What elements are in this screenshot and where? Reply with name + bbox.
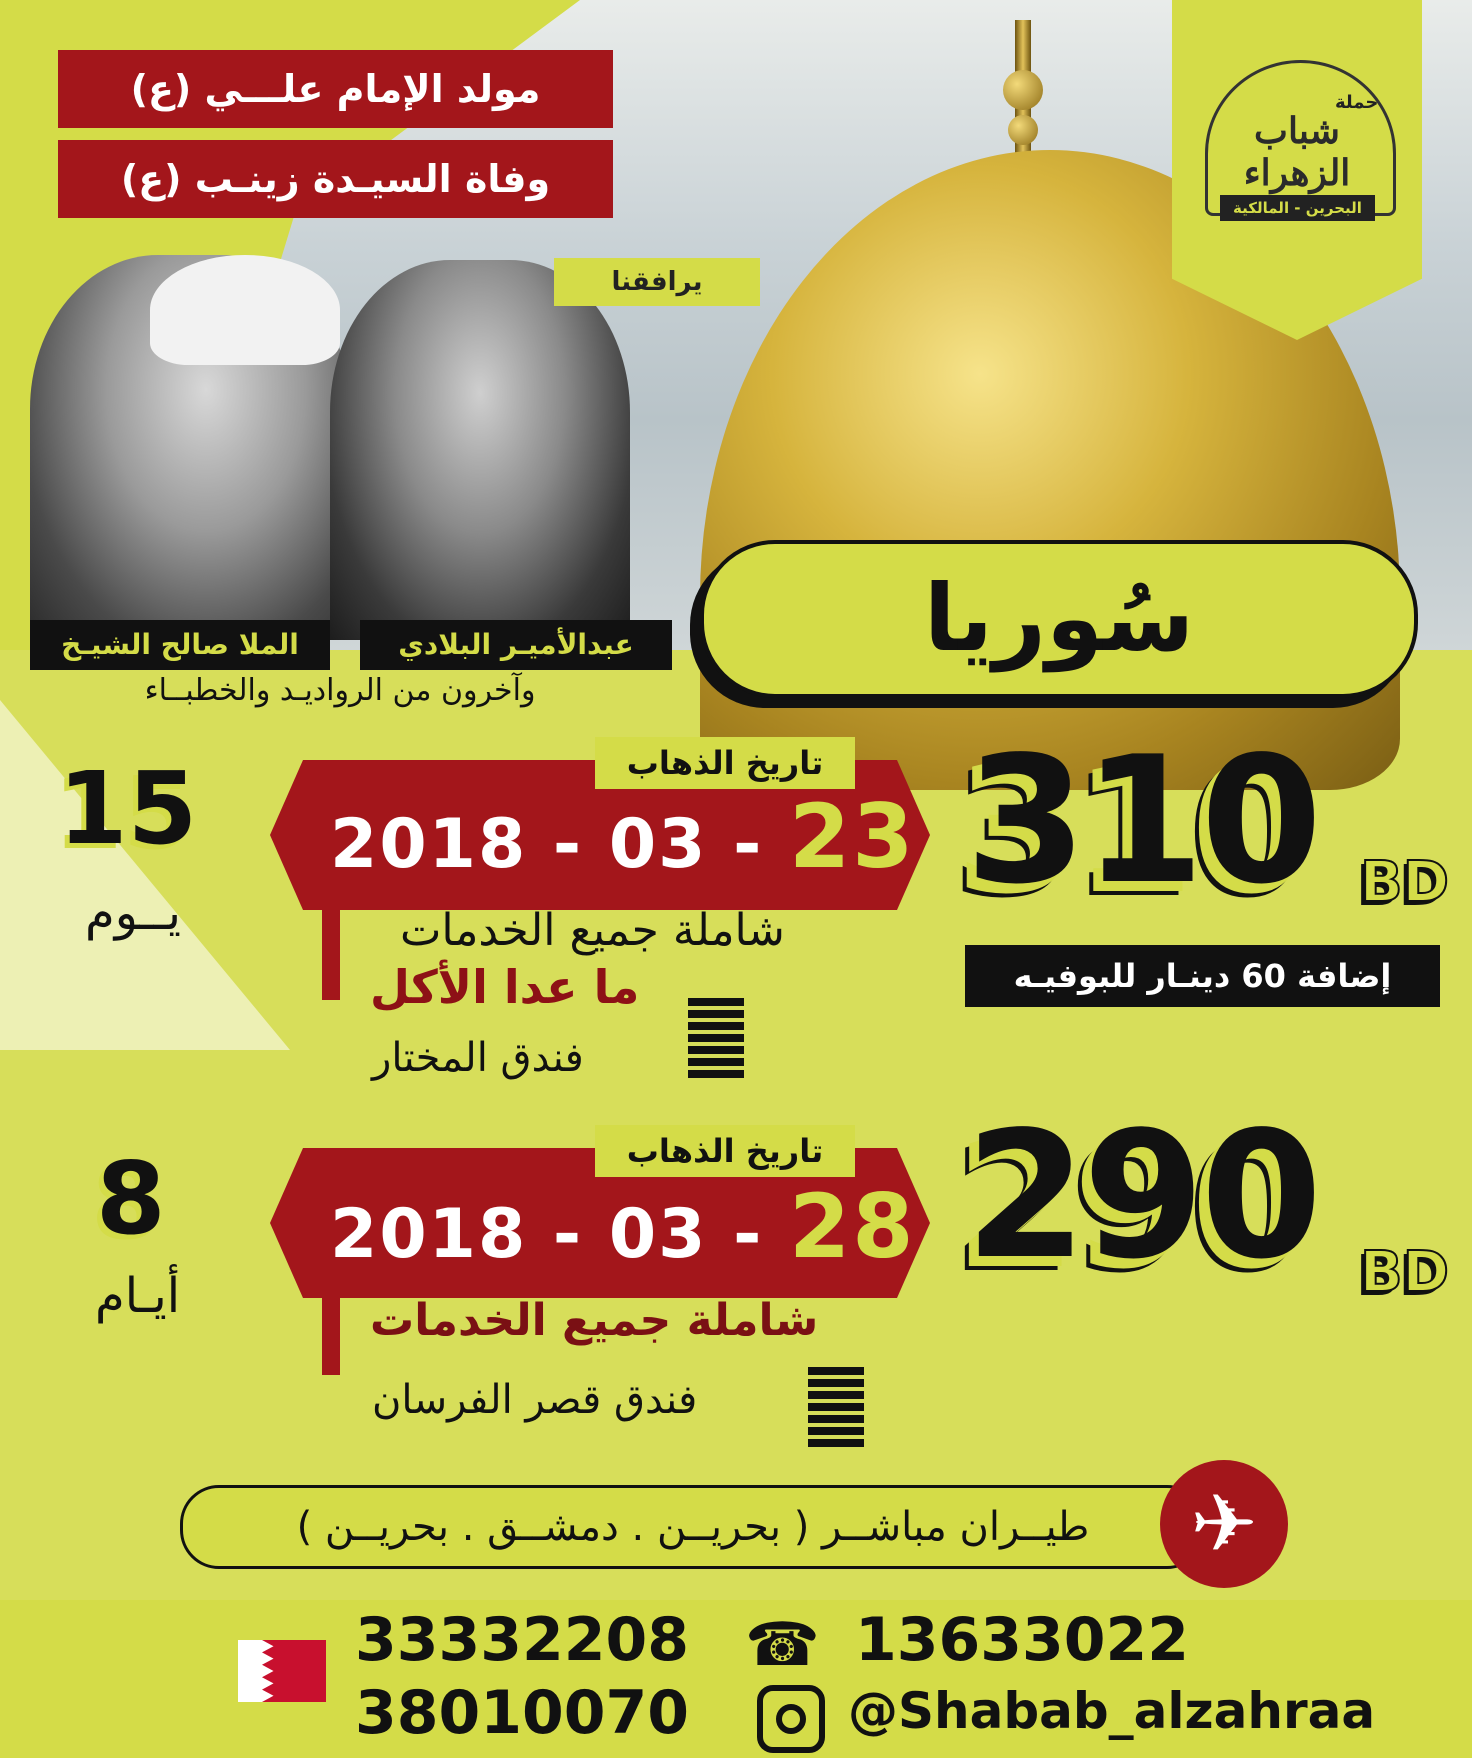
duration-label-1: يــوم <box>85 885 181 941</box>
date-day: 28 <box>789 1175 916 1278</box>
departure-date-1 <box>330 785 916 888</box>
date-prefix: 2018 - 03 - <box>330 805 790 884</box>
logo-label: حملة <box>1335 92 1379 113</box>
hotel-2: فندق قصر الفرسان <box>372 1377 698 1423</box>
speaker-photo-1 <box>330 260 630 640</box>
departure-date-2 <box>330 1175 916 1278</box>
price-1: 310 <box>965 720 1319 923</box>
buffet-note: إضافة 60 دينـار للبوفيـه <box>965 945 1440 1007</box>
arrow-stem-1 <box>322 880 340 1000</box>
destination-title: سُوريا <box>700 540 1418 698</box>
logo-subtitle: البحرين - المالكية <box>1220 195 1375 221</box>
date-prefix: 2018 - 03 - <box>330 1195 790 1274</box>
phone-number-3[interactable]: 13633022 <box>855 1605 1189 1675</box>
finial-ball <box>1003 70 1043 110</box>
speaker-name-1: عبدالأميـر البلادي <box>360 620 672 670</box>
others-text: وآخرون من الرواديـد والخطبــاء <box>144 673 536 708</box>
currency-2: BD <box>1360 1240 1450 1305</box>
companions-label: يرافقنا <box>554 258 760 306</box>
speaker-name-2: الملا صالح الشيـخ <box>30 620 330 670</box>
duration-1: 15 <box>58 750 198 867</box>
building-icon <box>688 998 744 1078</box>
finial-ball <box>1008 115 1038 145</box>
flight-info: طيــران مباشــر ( بحريــن . دمشــق . بحريــن ) <box>180 1485 1206 1569</box>
price-2: 290 <box>965 1095 1319 1298</box>
date-day: 23 <box>789 785 916 888</box>
arrow-stem-2 <box>322 1270 340 1375</box>
duration-label-2: أيـام <box>95 1268 181 1324</box>
departure-label-1: تاريخ الذهاب <box>595 737 855 789</box>
hotel-1: فندق المختار <box>372 1035 584 1081</box>
services-1: شاملة جميع الخدمات <box>400 905 785 956</box>
instagram-icon-lens <box>776 1704 806 1734</box>
plane-icon: ✈ <box>1160 1460 1288 1588</box>
telephone-icon: ☎ <box>745 1610 820 1680</box>
services-2: شاملة جميع الخدمات <box>370 1295 819 1346</box>
event-title-2: وفاة السيـدة زينـب (ع) <box>58 140 613 218</box>
duration-2: 8 <box>96 1140 166 1257</box>
phone-number-2[interactable]: 38010070 <box>355 1678 689 1748</box>
instagram-handle[interactable]: @Shabab_alzahraa <box>848 1682 1376 1740</box>
phone-number-1[interactable]: 33332208 <box>355 1605 689 1675</box>
building-icon <box>808 1367 864 1447</box>
services-exception: ما عدا الأكل <box>370 960 640 1014</box>
event-title-1: مولد الإمام علـــي (ع) <box>58 50 613 128</box>
departure-label-2: تاريخ الذهاب <box>595 1125 855 1177</box>
currency-1: BD <box>1360 850 1450 915</box>
logo-text: شباب الزهراء <box>1243 110 1351 194</box>
speaker-cap <box>150 255 340 365</box>
